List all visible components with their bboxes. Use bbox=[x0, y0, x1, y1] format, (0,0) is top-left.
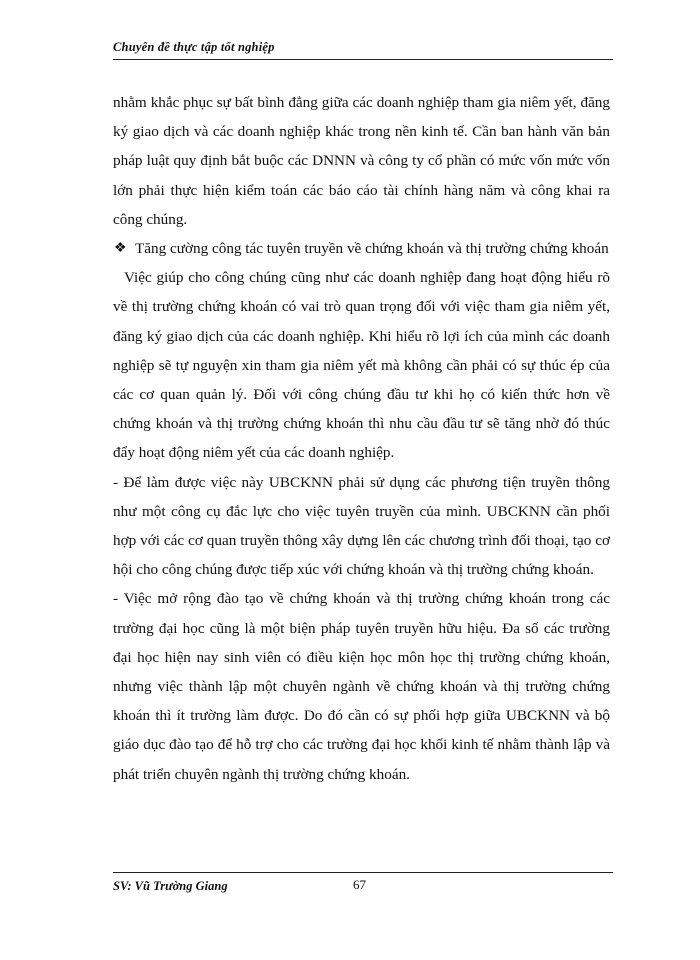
page-header bbox=[113, 40, 613, 64]
paragraph-3: - Để làm được việc này UBCKNN phải sử dụng các phương tiện truyền thông như một công cụ đắc lực cho việc tuyên truyền của mình. UBCKNN cần phối hợp với các cơ quan truyền thông xây dựng lên các chương trình đối thoại, tạo cơ hội cho công chúng được tiếp xúc với chứng khoán và thị trường chứng khoán. bbox=[113, 473, 610, 579]
diamond-bullet-icon: ❖ bbox=[114, 241, 127, 257]
header-rule bbox=[113, 59, 613, 60]
paragraph-1: nhằm khắc phục sự bất bình đẳng giữa các doanh nghiệp tham gia niêm yết, đăng ký giao dịch và các doanh nghiệp khác trong nền kinh tế. Cần ban hành văn bản pháp luật quy định bắt buộc các DNNN và công ty cổ phần có mức vốn mức vốn lớn phải thực hiện kiểm toán các báo cáo tài chính hàng năm và công khai ra công chúng. bbox=[113, 94, 610, 228]
document-body bbox=[113, 88, 610, 789]
header-title: Chuyên đề thực tập tốt nghiệp bbox=[113, 40, 275, 54]
bullet-heading: Tăng cường công tác tuyên truyền về chứng khoán và thị trường chứng khoán bbox=[135, 240, 609, 258]
footer-author: SV: Vũ Trường Giang bbox=[113, 879, 228, 893]
page-footer bbox=[113, 872, 613, 912]
page-number: 67 bbox=[353, 877, 366, 892]
bullet-heading-row bbox=[113, 234, 610, 263]
paragraph-4: - Việc mở rộng đào tạo về chứng khoán và thị trường chứng khoán trong các trường đại học cũng là một biện pháp tuyên truyền hữu hiệu. Đa số các trường đại học hiện nay sinh viên có điều kiện học môn học thị trường chứng khoán, nhưng việc thành lập một chuyên ngành về chứng khoán và thị trường chứng khoán thì ít trường làm được. Do đó cần có sự phối hợp giữa UBCKNN và bộ giáo dục đào tạo để hỗ trợ cho các trường đại học khối kinh tế nhằm thành lập và phát triển chuyên ngành thị trường chứng khoán. bbox=[113, 590, 610, 783]
paragraph-2: Việc giúp cho công chúng cũng như các doanh nghiệp đang hoạt động hiểu rõ về thị trường chứng khoán có vai trò quan trọng đối với việc tham gia niêm yết, đăng ký giao dịch của các doanh nghiệp. Khi hiểu rõ lợi ích của mình các doanh nghiệp sẽ tự nguyện xin tham gia niêm yết mà không cần phải có sự thúc ép của các cơ quan quản lý. Đối với công chúng đầu tư khi họ có kiến thức hơn về chứng khoán và thị trường chứng khoán thì nhu cầu đầu tư sẽ tăng nhờ đó thúc đẩy hoạt động niêm yết của các doanh nghiệp. bbox=[113, 269, 610, 462]
footer-rule bbox=[113, 872, 613, 873]
